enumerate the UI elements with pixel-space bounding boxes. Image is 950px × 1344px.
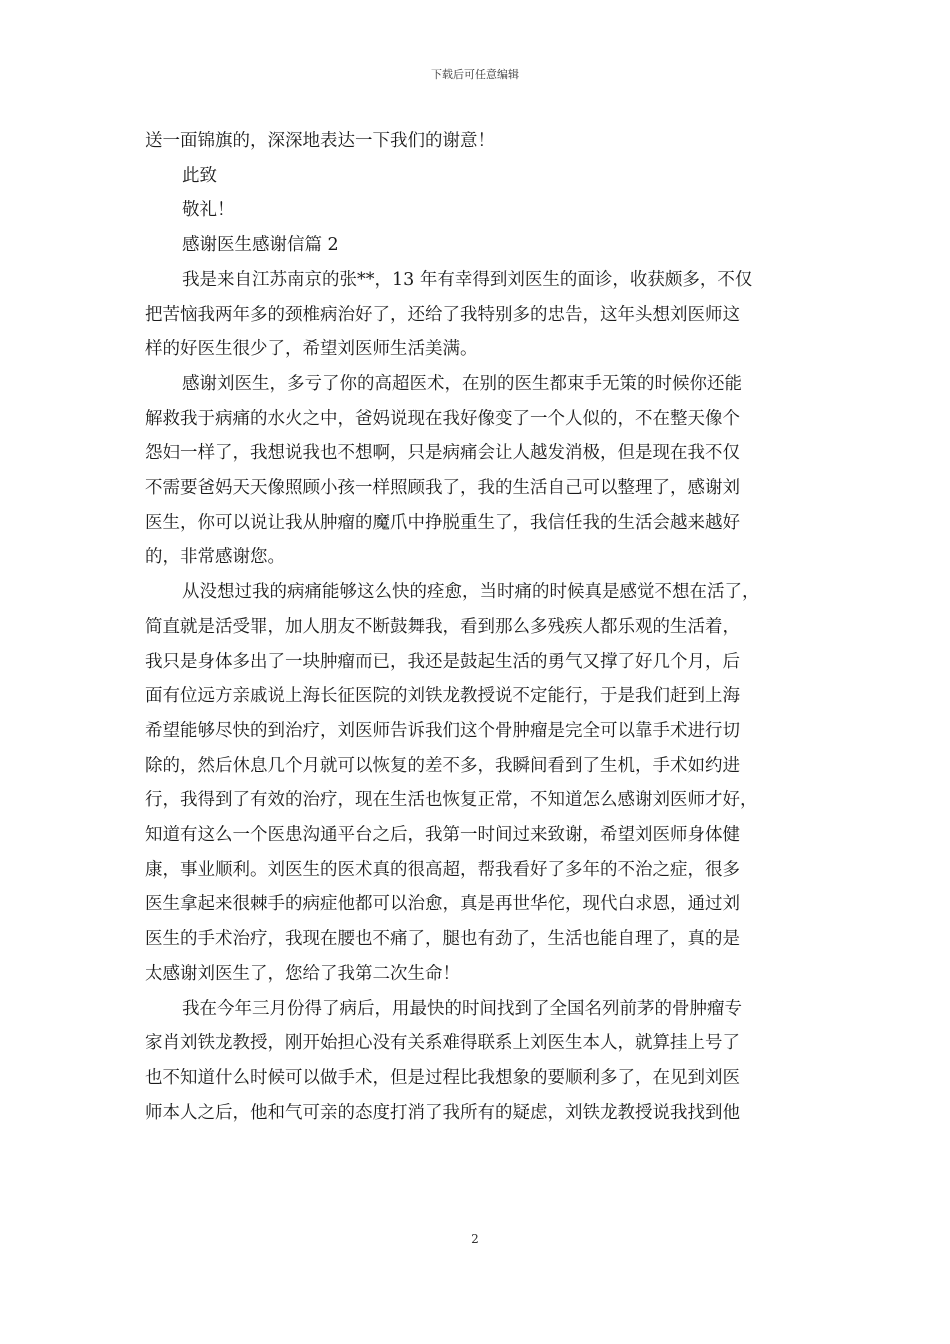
text-line: 家肖刘铁龙教授，刚开始担心没有关系难得联系上刘医生本人，就算挂上号了	[145, 1033, 740, 1054]
text-line: 医生拿起来很棘手的病症他都可以治愈，真是再世华佗，现代白求恩，通过刘	[145, 894, 740, 915]
document-body	[145, 124, 805, 1130]
text-line: 医生的手术治疗，我现在腰也不痛了，腿也有劲了，生活也能自理了，真的是	[145, 929, 740, 950]
section-title: 感谢医生感谢信篇 2	[182, 235, 339, 256]
text-line: 从没想过我的病痛能够这么快的痊愈，当时痛的时候真是感觉不想在活了，	[182, 582, 760, 603]
text-line: 把苦恼我两年多的颈椎病治好了，还给了我特别多的忠告，这年头想刘医师这	[145, 304, 740, 325]
text-line: 医生，你可以说让我从肿瘤的魔爪中挣脱重生了，我信任我的生活会越来越好	[145, 512, 740, 533]
closing-regards: 敬礼！	[182, 200, 235, 221]
text-line: 太感谢刘医生了，您给了我第二次生命！	[145, 963, 460, 984]
text-line: 我是来自江苏南京的张**，13 年有幸得到刘医生的面诊，收获颇多，不仅	[182, 269, 753, 290]
text-line: 也不知道什么时候可以做手术，但是过程比我想象的要顺利多了，在见到刘医	[145, 1067, 740, 1088]
text-line: 送一面锦旗的，深深地表达一下我们的谢意！	[145, 131, 495, 151]
text-line: 师本人之后，他和气可亲的态度打消了我所有的疑虑，刘铁龙教授说我找到他	[145, 1102, 740, 1123]
text-line: 知道有这么一个医患沟通平台之后，我第一时间过来致谢，希望刘医师身体健	[145, 825, 740, 846]
text-line: 不需要爸妈天天像照顾小孩一样照顾我了，我的生活自己可以整理了，感谢刘	[145, 478, 740, 499]
text-line: 感谢刘医生，多亏了你的高超医术，在别的医生都束手无策的时候你还能	[182, 373, 742, 394]
text-line: 希望能够尽快的到治疗，刘医师告诉我们这个骨肿瘤是完全可以靠手术进行切	[145, 720, 740, 741]
page-header: 下载后可任意编辑	[431, 68, 519, 81]
page-number: 2	[471, 1232, 479, 1246]
text-line: 行，我得到了有效的治疗，现在生活也恢复正常，不知道怎么感谢刘医师才好，	[145, 790, 758, 811]
text-line: 康，事业顺利。刘医生的医术真的很高超，帮我看好了多年的不治之症，很多	[145, 859, 740, 880]
text-line: 除的，然后休息几个月就可以恢复的差不多，我瞬间看到了生机，手术如约进	[145, 755, 740, 776]
closing-salutation: 此致	[182, 165, 217, 186]
text-line: 的，非常感谢您。	[145, 547, 285, 568]
text-line: 怨妇一样了，我想说我也不想啊，只是病痛会让人越发消极，但是现在我不仅	[145, 443, 740, 464]
text-line: 解救我于病痛的水火之中，爸妈说现在我好像变了一个人似的，不在整天像个	[145, 408, 740, 429]
text-line: 面有位远方亲戚说上海长征医院的刘铁龙教授说不定能行，于是我们赶到上海	[145, 686, 740, 707]
text-line: 简直就是活受罪，加人朋友不断鼓舞我，看到那么多残疾人都乐观的生活着，	[145, 616, 740, 637]
text-line: 我在今年三月份得了病后，用最快的时间找到了全国名列前茅的骨肿瘤专	[182, 998, 742, 1019]
text-line: 我只是身体多出了一块肿瘤而已，我还是鼓起生活的勇气又撑了好几个月，后	[145, 651, 740, 672]
text-line: 样的好医生很少了，希望刘医师生活美满。	[145, 339, 478, 360]
